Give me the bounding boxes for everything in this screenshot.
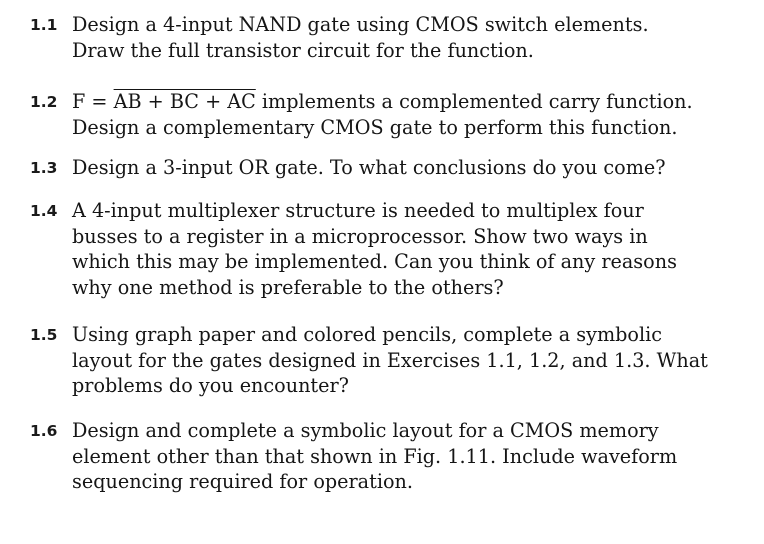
exercise-line: Draw the full transistor circuit for the function. [72,38,534,62]
exercise-number: 1.1 [30,16,58,34]
exercise-number: 1.4 [30,202,58,220]
exercise-line: layout for the gates designed in Exercises 1.1, 1.2, and 1.3. What [72,348,708,372]
exercise-number: 1.2 [30,93,58,111]
exercise-line: sequencing required for operation. [72,470,413,493]
exercise-line: A 4-input multiplexer structure is needed to multiplex four [72,199,644,222]
exercise-line: problems do you encounter? [72,374,349,397]
exercise-line: Design and complete a symbolic layout for a CMOS memory [72,419,659,442]
exercise-line-formula [72,89,693,115]
exercise-line: Using graph paper and colored pencils, complete a symbolic [72,323,662,346]
exercise-line: Design a 3-input OR gate. To what conclusions do you come? [72,156,666,179]
formula-prefix: F = [72,90,114,113]
exercise-number: 1.3 [30,159,58,177]
exercise-line: why one method is preferable to the others? [72,275,504,299]
exercise-number: 1.5 [30,326,58,344]
exercise-line: which this may be implemented. Can you think of any reasons [72,250,677,273]
exercise-number: 1.6 [30,422,58,440]
exercise-line: busses to a register in a microprocessor. Show two ways in [72,224,648,248]
formula-suffix-text: implements a complemented carry function. [255,90,693,113]
exercise-line: Design a 4-input NAND gate using CMOS switch elements. [72,13,649,36]
exercise-line: Design a complementary CMOS gate to perform this function. [72,115,678,139]
formula-overlined-expression: AB + BC + AC [113,90,256,113]
exercise-line: element other than that shown in Fig. 1.11. Include waveform [72,444,678,468]
